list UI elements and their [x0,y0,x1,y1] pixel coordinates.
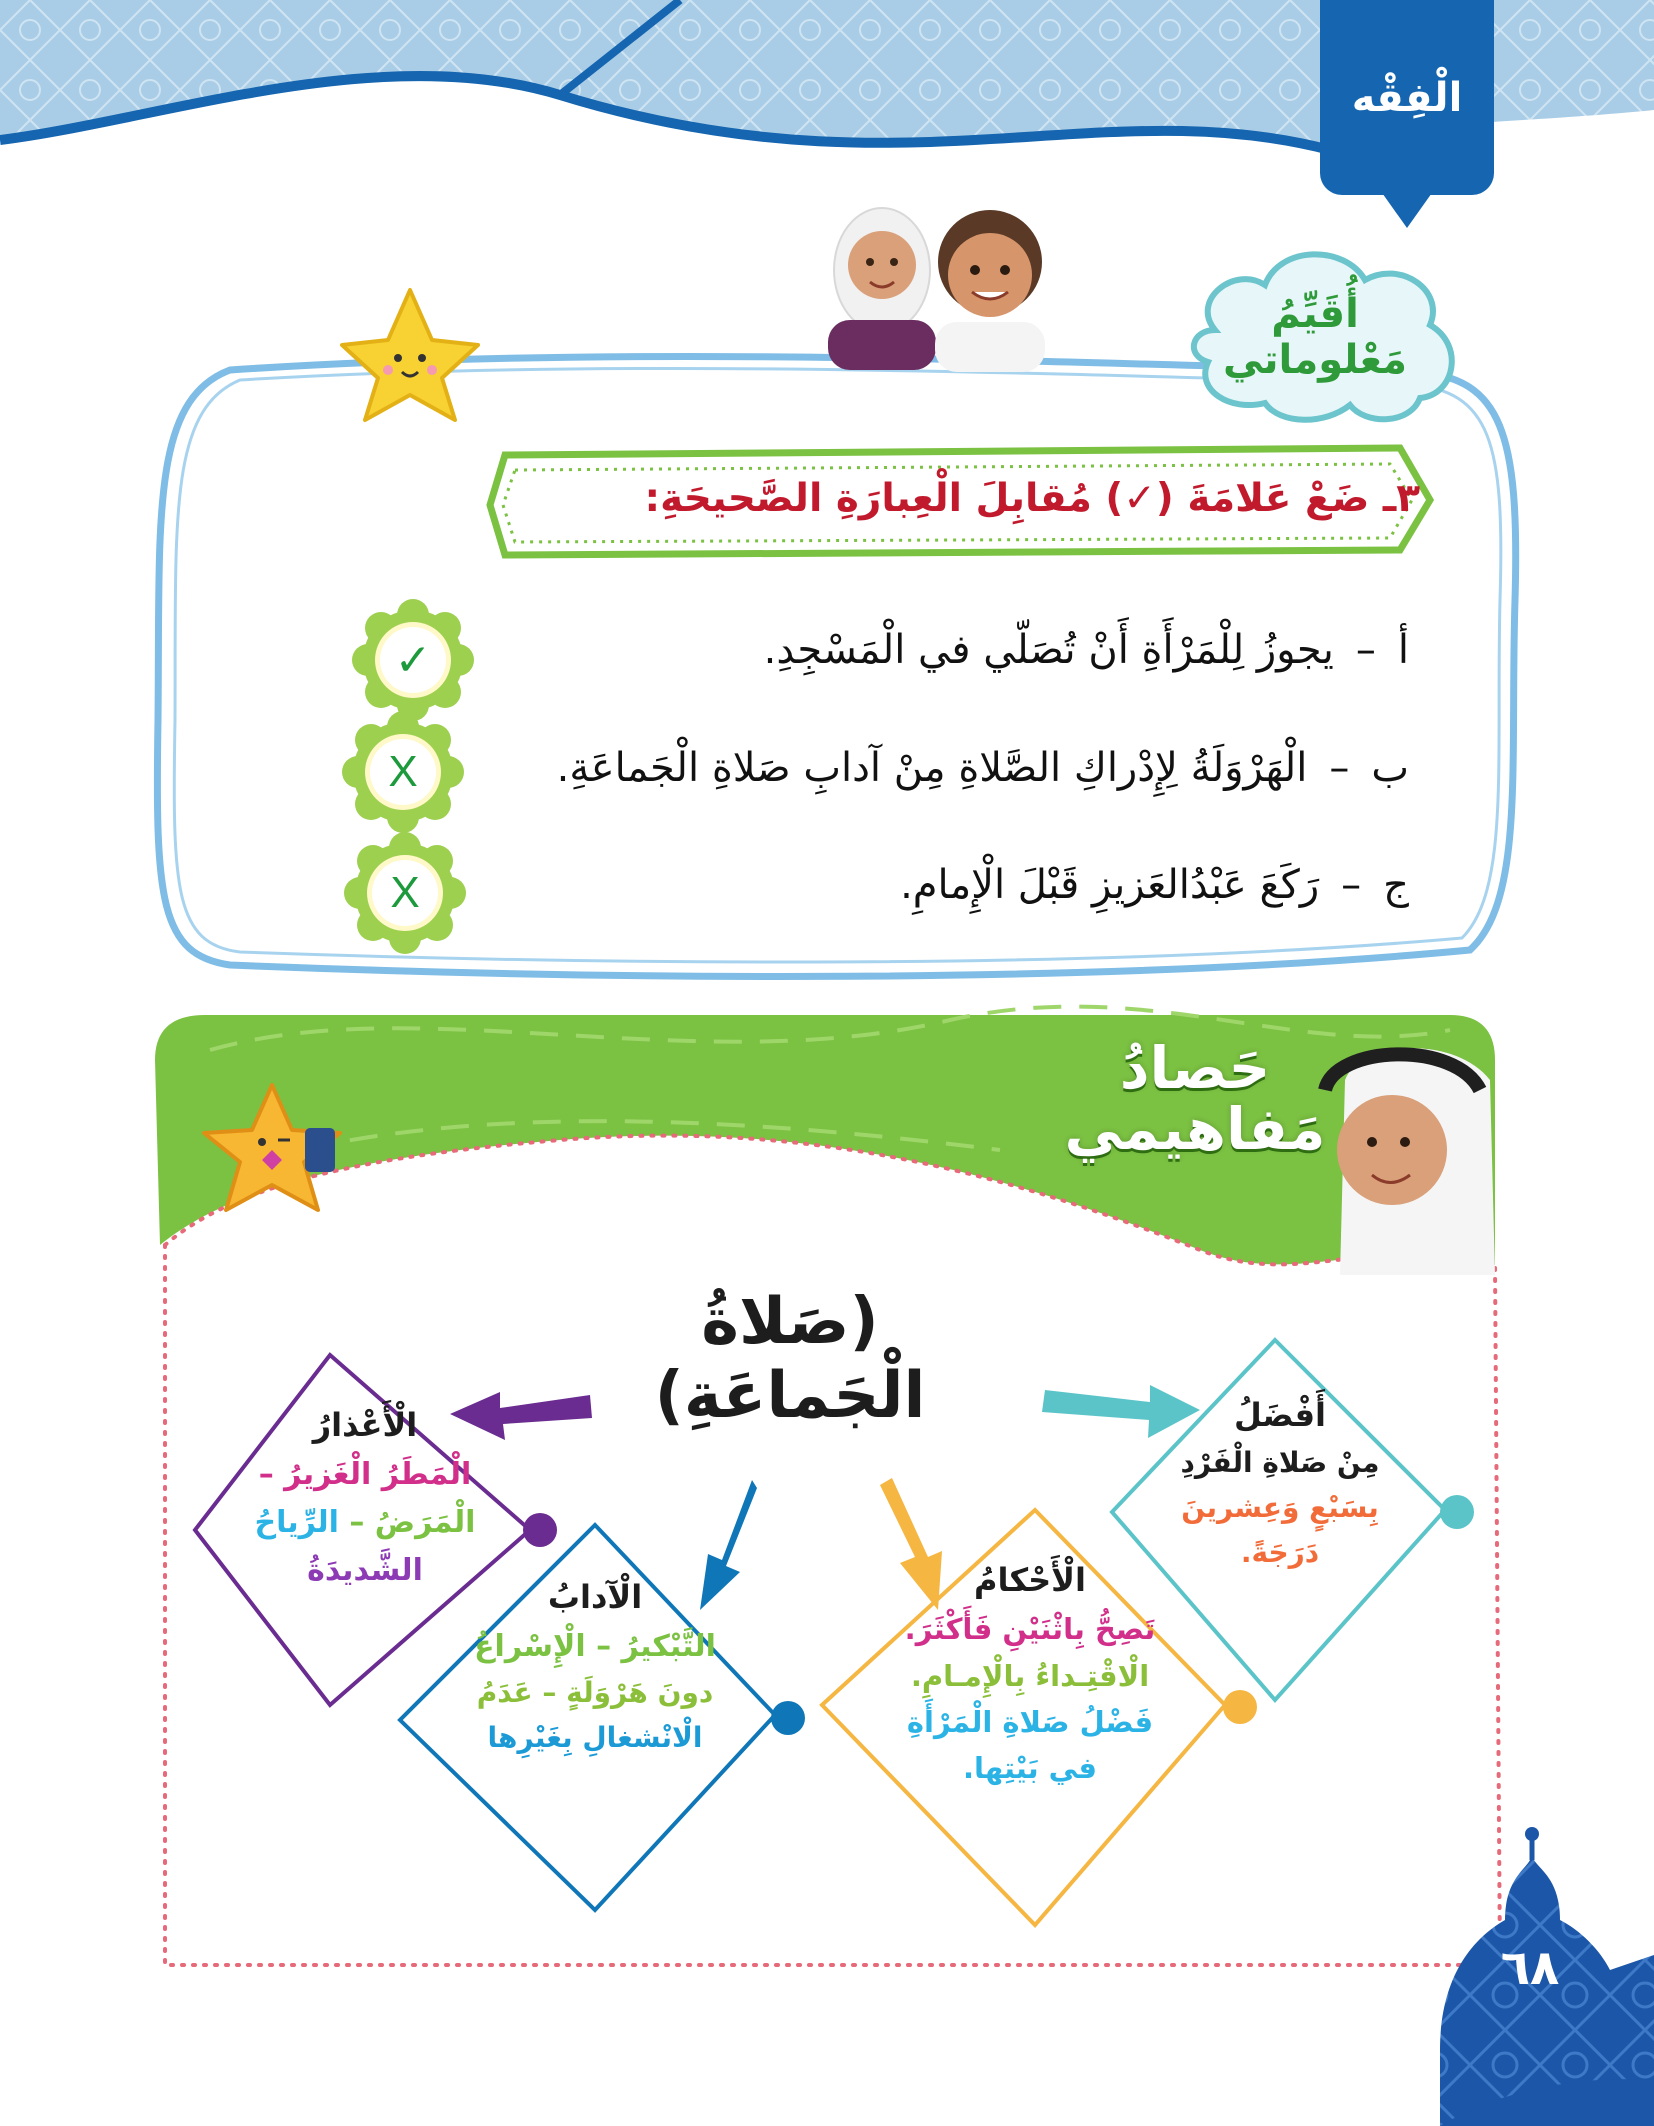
excuses-line2b: الرِّياحُ [254,1505,339,1541]
diamond-manners [440,1572,750,1761]
rulings-head: الْأَحْكامُ [974,1561,1086,1599]
assess-title-line1: أُقَيِّمُ [1271,291,1359,337]
excuses-line1: الْمَطَرُ الْغَزيرُ – [258,1457,472,1493]
answer-badge-c[interactable] [370,858,440,928]
virtue-line2: بِسَبْعٍ وَعِشرينَ [1181,1490,1379,1524]
statement-dash: – [1341,862,1362,908]
statement-a [764,627,1409,673]
question-text: ٣ـ ضَعْ عَلامَةَ (✓) مُقابِلَ الْعِبارَةِ الصَّحيحَةِ: [644,475,1420,521]
subject-tab [1320,0,1494,195]
check-mark-icon: ✓ [394,634,432,686]
statement-b [557,745,1409,791]
statement-letter: ج [1383,862,1409,908]
manners-line3: الْانْشغالِ بِغَيْرِها [487,1720,703,1754]
statement-text: رَكَعَ عَبْدُالعَزيزِ قَبْلَ الْإِمامِ. [900,862,1320,908]
section-title-assess [1195,262,1435,412]
assess-title-line2: مَعْلوماتي [1222,337,1408,383]
diamond-excuses [215,1400,515,1595]
kids-illustration [828,208,1045,372]
section-title-harvest [1060,1034,1330,1163]
statement-text: يجوزُ لِلْمَرْأَةِ أَنْ تُصَلّي في الْمَسْجِدِ. [763,627,1334,673]
page-number: ٦٨ [1500,1940,1560,1996]
rulings-line3: فَضْلُ صَلاةِ الْمَرْأَةِ [906,1704,1154,1739]
manners-line2: دونَ هَرْوَلَةٍ – عَدَمُ [476,1676,714,1710]
harvest-title-line2: مَفاهيمي [1064,1094,1326,1163]
subject-title: الْفِقْه [1351,74,1463,121]
statement-letter: ب [1371,745,1409,791]
statement-c [900,862,1409,908]
excuses-head: الْأَعْذارُ [312,1406,418,1444]
diamond-virtue [1145,1390,1415,1576]
excuses-line2a: الْمَرَضُ – [338,1505,476,1541]
harvest-title-line1: حَصادُ [1119,1034,1271,1102]
answer-badge-b[interactable] [368,737,438,807]
x-mark-icon: X [390,868,420,917]
diamond-rulings [860,1555,1200,1792]
manners-line1: التَّبْكيرُ – الْإِسْراعُ [474,1629,716,1665]
x-mark-icon: X [388,747,418,796]
concept-map-title: (صَلاةُ الْجَماعَةِ) [654,1285,926,1433]
rulings-line2: الْاقْتِـداءُ بِالْإِمـامِ. [910,1658,1150,1693]
statement-dash: – [1329,745,1350,791]
rulings-line1: تَصِحُّ بِاثْنَيْنِ فَأَكْثَرَ. [904,1612,1156,1647]
rulings-line4: في بَيْتِها. [962,1751,1098,1786]
virtue-head: أَفْضَلُ [1233,1396,1326,1434]
statement-letter: أ [1397,627,1409,673]
manners-head: الْآدابُ [547,1578,643,1616]
statement-text: الْهَرْوَلَةُ لِإِدْراكِ الصَّلاةِ مِنْ آدابِ صَلاةِ الْجَماعَةِ. [556,745,1308,791]
virtue-line3: دَرَجَةً. [1240,1535,1320,1569]
statement-dash: – [1355,627,1376,673]
question-title [500,448,1430,548]
boy-illustration [1325,1048,1495,1275]
virtue-line1: مِنْ صَلاةِ الْفَرْدِ [1180,1446,1380,1480]
answer-badge-a[interactable] [378,625,448,695]
excuses-line3: الشَّديدَةُ [307,1553,423,1589]
excuses-line2 [215,1499,515,1547]
